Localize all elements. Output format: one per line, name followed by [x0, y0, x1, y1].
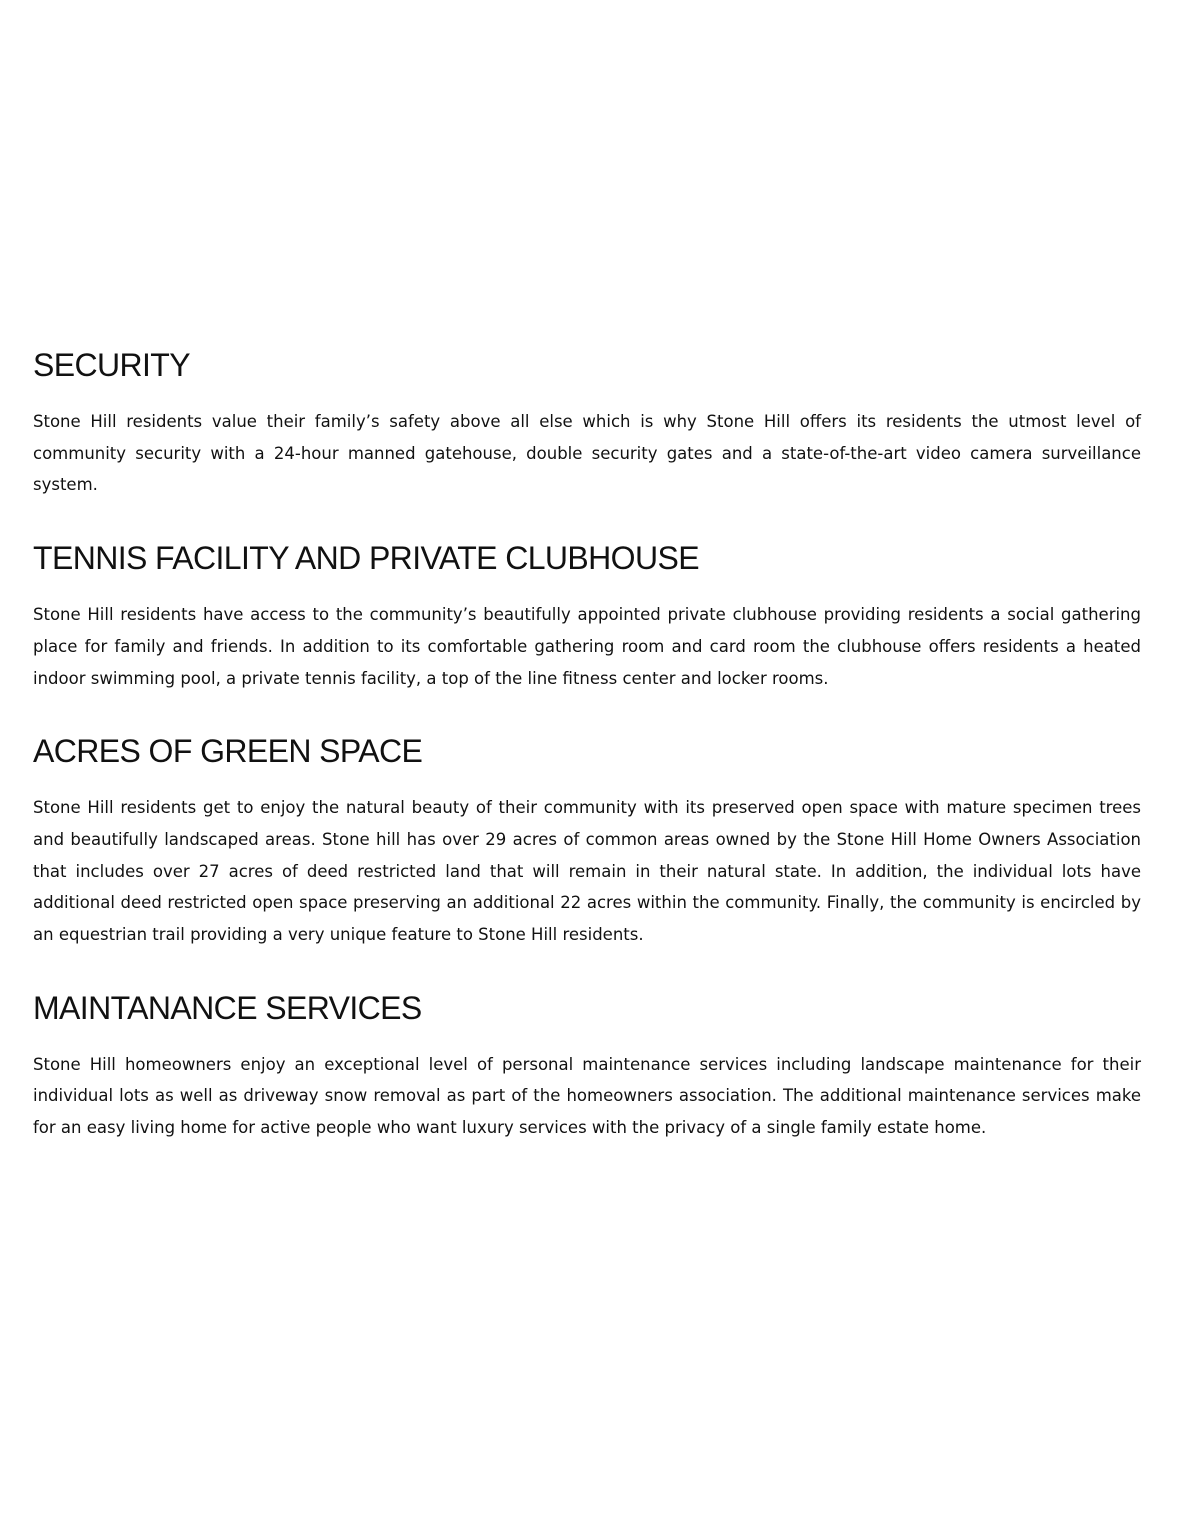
section-security [33, 344, 1141, 501]
section-body-green-space: Stone Hill residents get to enjoy the natural beauty of their community with its preserved open space with mature specimen trees and beautifully landscaped areas. Stone hill has over 29 acres of common areas owned by the Stone Hill Home Owners Association that includes over 27 acres of deed restricted land that will remain in their natural state. In addition, the individual lots have additional deed restricted open space preserving an additional 22 acres within the community. Finally, the community is encircled by an equestrian trail providing a very unique feature to Stone Hill residents. [33, 798, 1141, 945]
section-maintenance [33, 987, 1141, 1144]
section-body-tennis-clubhouse: Stone Hill residents have access to the community’s beautifully appointed private clubhouse providing residents a social gathering place for family and friends. In addition to its comfortable gathering room and card room the clubhouse offers residents a heated indoor swimming pool, a private tennis facility, a top of the line fitness center and locker rooms. [33, 605, 1141, 688]
section-heading-maintenance: MAINTANANCE SERVICES [33, 989, 422, 1026]
page-content [33, 344, 1141, 1144]
section-body-maintenance: Stone Hill homeowners enjoy an exceptional level of personal maintenance services including landscape maintenance for their individual lots as well as driveway snow removal as part of the homeowners association. The additional maintenance services make for an easy living home for active people who want luxury services with the privacy of a single family estate home. [33, 1054, 1141, 1138]
section-heading-security: SECURITY [33, 347, 190, 383]
section-body-security: Stone Hill residents value their family’s safety above all else which is why Stone Hill offers its residents the utmost level of community security with a 24-hour manned gatehouse, double security gates and a state-of-the-art video camera surveillance system. [33, 412, 1141, 495]
section-green-space [33, 730, 1141, 951]
section-heading-tennis-clubhouse: TENNIS FACILITY AND PRIVATE CLUBHOUSE [33, 540, 699, 577]
section-heading-green-space: ACRES OF GREEN SPACE [33, 733, 423, 770]
section-tennis-clubhouse [33, 537, 1141, 694]
